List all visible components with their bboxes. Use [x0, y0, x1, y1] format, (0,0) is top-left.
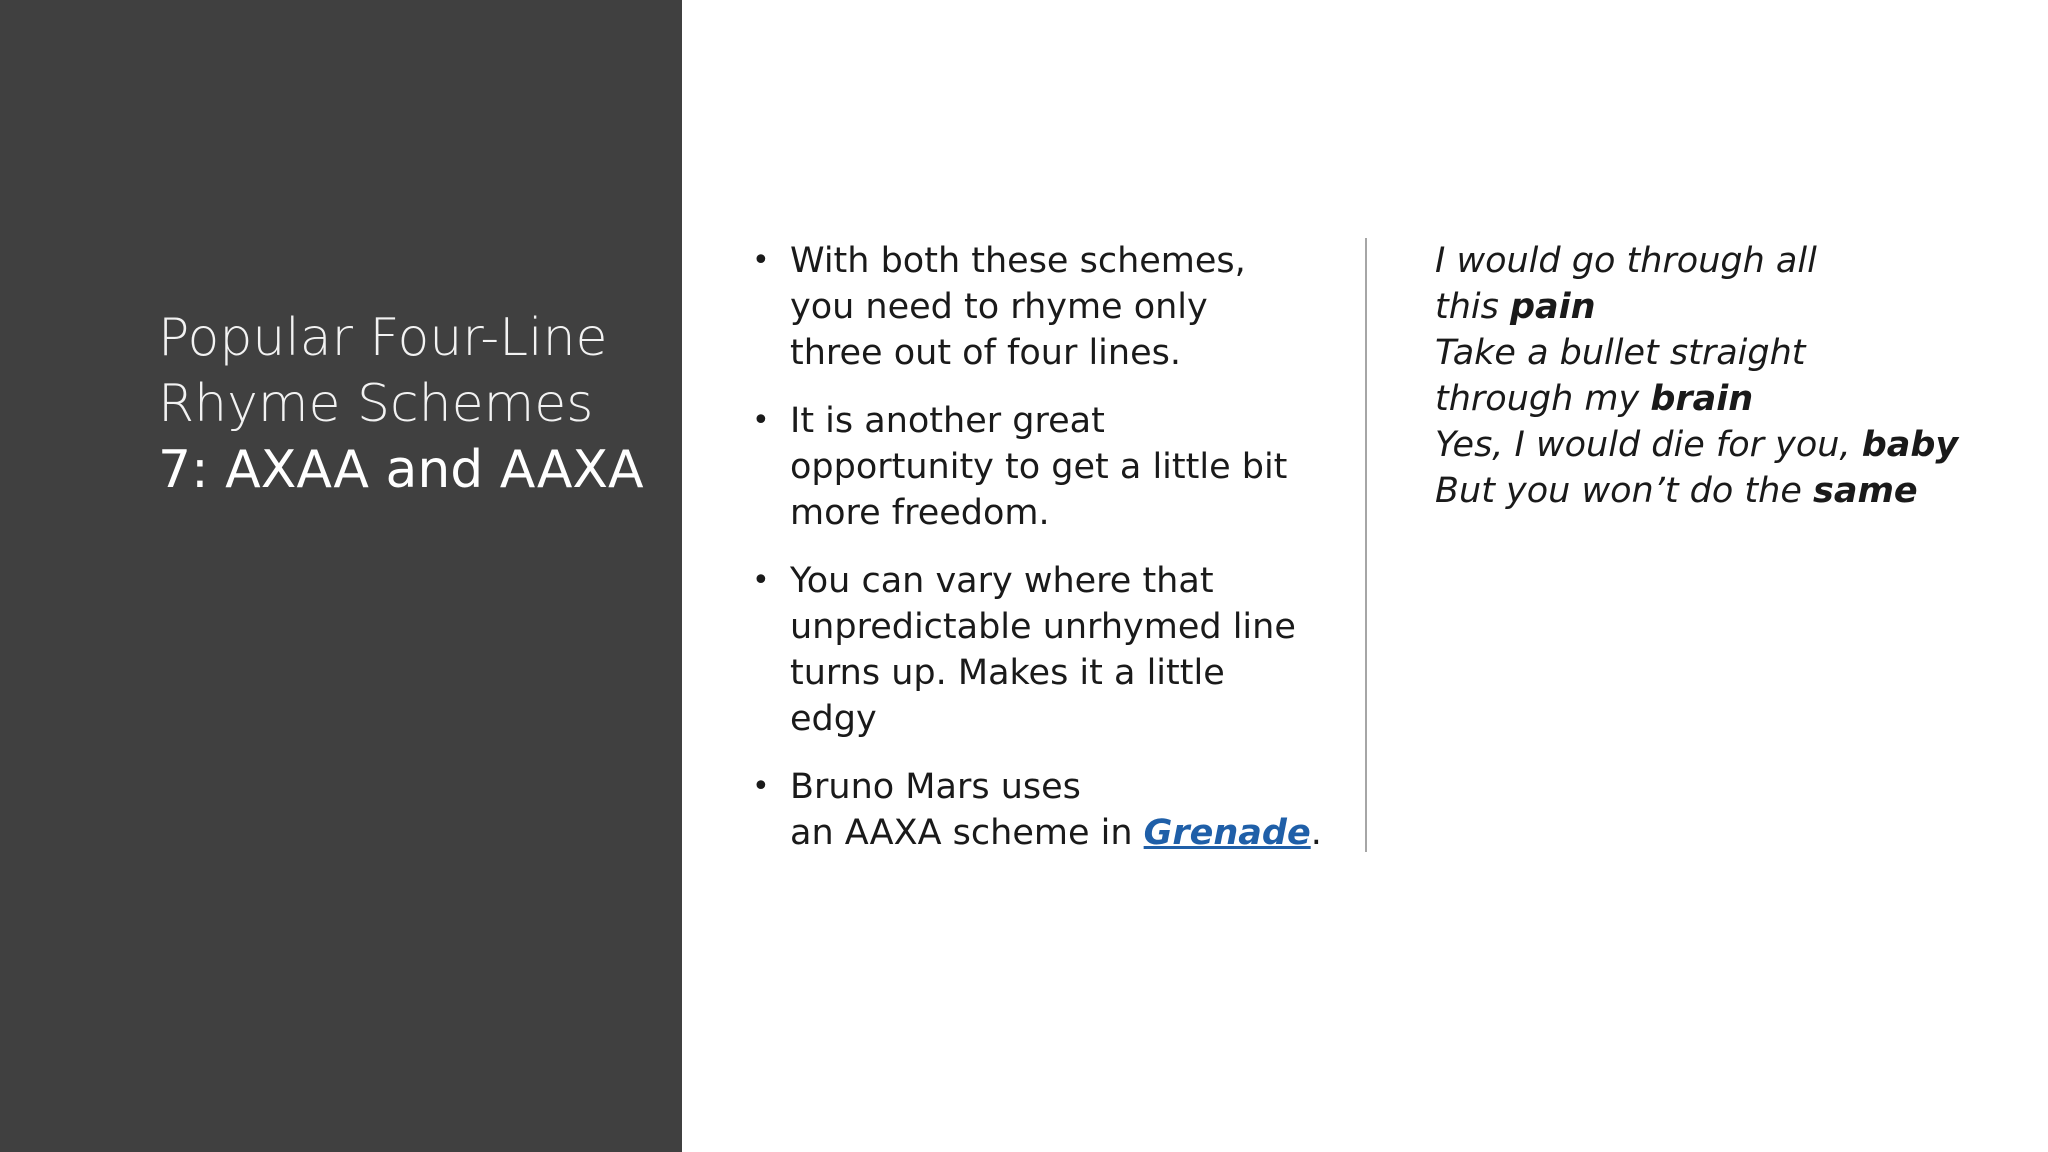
slide-title	[158, 305, 658, 503]
bullet-icon: •	[752, 563, 770, 598]
lyric-line	[1435, 468, 2035, 514]
bullet-item	[752, 558, 1312, 742]
lyric-text: But you won’t do the	[1435, 471, 1813, 511]
lyric-line	[1435, 330, 2035, 376]
bullet-text-line: It is another great	[790, 401, 1105, 441]
lyric-text: this	[1435, 287, 1510, 327]
bullet-text-line: With both these schemes,	[790, 241, 1246, 281]
bullet-text-line: more freedom.	[790, 493, 1050, 533]
title-subtitle: 7: AXAA and AAXA	[158, 440, 644, 500]
rhyme-word: same	[1813, 471, 1918, 511]
bullet-item	[752, 238, 1312, 376]
bullet-text-prefix: an AAXA scheme in	[790, 813, 1144, 853]
bullet-text-line: you need to rhyme only	[790, 287, 1208, 327]
rhyme-word: baby	[1861, 425, 1959, 465]
grenade-link[interactable]: Grenade	[1143, 813, 1311, 853]
bullet-text-suffix: .	[1310, 813, 1322, 853]
bullet-icon: •	[752, 403, 770, 438]
title-line-2: Rhyme Schemes	[158, 374, 594, 434]
lyric-text: Take a bullet straight	[1435, 333, 1806, 373]
bullet-text-line	[790, 810, 1322, 856]
rhyme-word: brain	[1650, 379, 1754, 419]
lyric-line	[1435, 422, 2035, 468]
bullet-item	[752, 764, 1322, 856]
title-line-1: Popular Four-Line	[158, 308, 608, 368]
bullet-icon: •	[752, 243, 770, 278]
lyrics-block	[1435, 238, 2035, 514]
bullet-list	[752, 238, 1322, 878]
lyric-text: I would go through all	[1435, 241, 1817, 281]
bullet-text-line: opportunity to get a little bit	[790, 447, 1288, 487]
lyric-line	[1435, 284, 2035, 330]
bullet-text-line: turns up. Makes it a little	[790, 653, 1225, 693]
bullet-text-line: You can vary where that	[790, 561, 1214, 601]
title-panel	[0, 0, 682, 1152]
column-divider	[1365, 238, 1367, 852]
lyric-text: Yes, I would die for you,	[1435, 425, 1862, 465]
lyric-text: through my	[1435, 379, 1651, 419]
bullet-item	[752, 398, 1312, 536]
bullet-text-line: edgy	[790, 699, 877, 739]
bullet-text-line: Bruno Mars uses	[790, 767, 1081, 807]
rhyme-word: pain	[1510, 287, 1596, 327]
lyric-line	[1435, 238, 2035, 284]
bullet-text-line: three out of four lines.	[790, 333, 1181, 373]
bullet-icon: •	[752, 769, 770, 804]
bullet-text-line: unpredictable unrhymed line	[790, 607, 1296, 647]
lyric-line	[1435, 376, 2035, 422]
